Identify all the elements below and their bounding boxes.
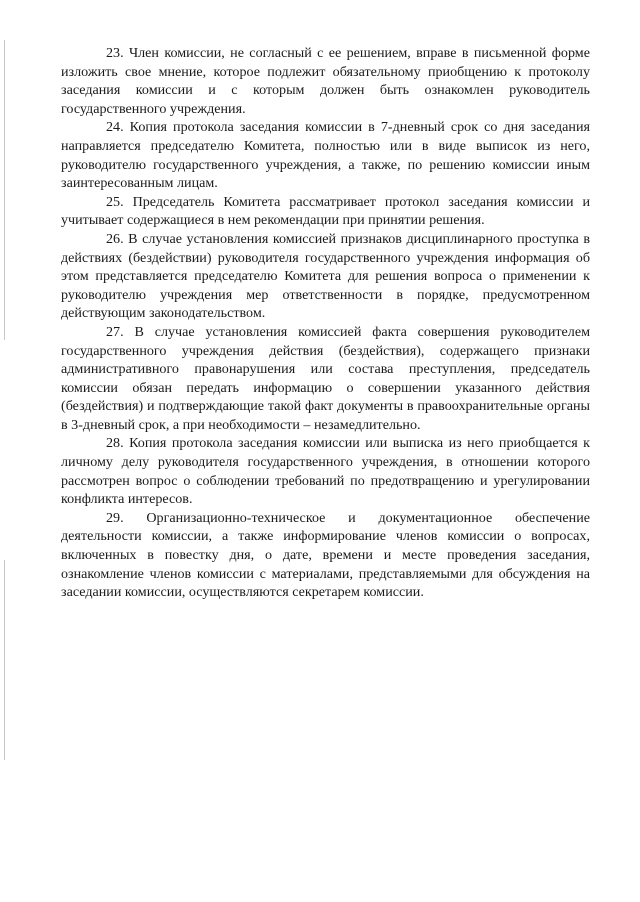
scan-edge-mark — [4, 560, 5, 760]
paragraph-24: 24. Копия протокола заседания комиссии в 7-дневный срок со дня заседания направляется председателю Комитета, полностью или в виде выписок из него, руководителю государственного учреждения, а также, по решению комиссии иным заинтересованным лицам. — [61, 119, 590, 192]
document-body — [61, 44, 590, 602]
paragraph-28: 28. Копия протокола заседания комиссии или выписка из него приобщается к личному делу руководителя государственного учреждения, в отношении которого рассмотрен вопрос о соблюдении требований по предотвращению и урегулировании конфликта интересов. — [61, 435, 590, 508]
scan-edge-mark — [4, 40, 5, 340]
paragraph-23: 23. Член комиссии, не согласный с ее решением, вправе в письменной форме изложить свое мнение, которое подлежит обязательному приобщению к протоколу заседания комиссии и с которым должен быть ознакомлен руководитель государственного учреждения. — [61, 45, 590, 117]
paragraph-26: 26. В случае установления комиссией признаков дисциплинарного проступка в действиях (бездействии) руководителя государственного учреждения информация об этом представляется председателю Комитета для решения вопроса о применении к руководителю учреждения мер ответственности в порядке, предусмотренном действующим законодательством. — [61, 230, 590, 322]
paragraph-29: 29. Организационно-техническое и документационное обеспечение деятельности комиссии, а также информирование членов комиссии о вопросах, включенных в повестку дня, о дате, времени и месте проведения заседания, ознакомление членов комиссии с материалами, представляемыми для обсуждения на заседании комиссии, осуществляются секретарем комиссии. — [61, 509, 590, 601]
paragraph-25: 25. Председатель Комитета рассматривает протокол заседания комиссии и учитывает содержащиеся в нем рекомендации при принятии решения. — [61, 193, 590, 229]
paragraph-27: 27. В случае установления комиссией факта совершения руководителем государственного учреждения действия (бездействия), содержащего признаки административного правонарушения или состава преступления, председатель комиссии обязан передать информацию о совершении указанного действия (бездействия) и подтверждающие такой факт документы в правоохранительные органы в 3-дневный срок, а при необходимости – незамедлительно. — [61, 323, 590, 433]
